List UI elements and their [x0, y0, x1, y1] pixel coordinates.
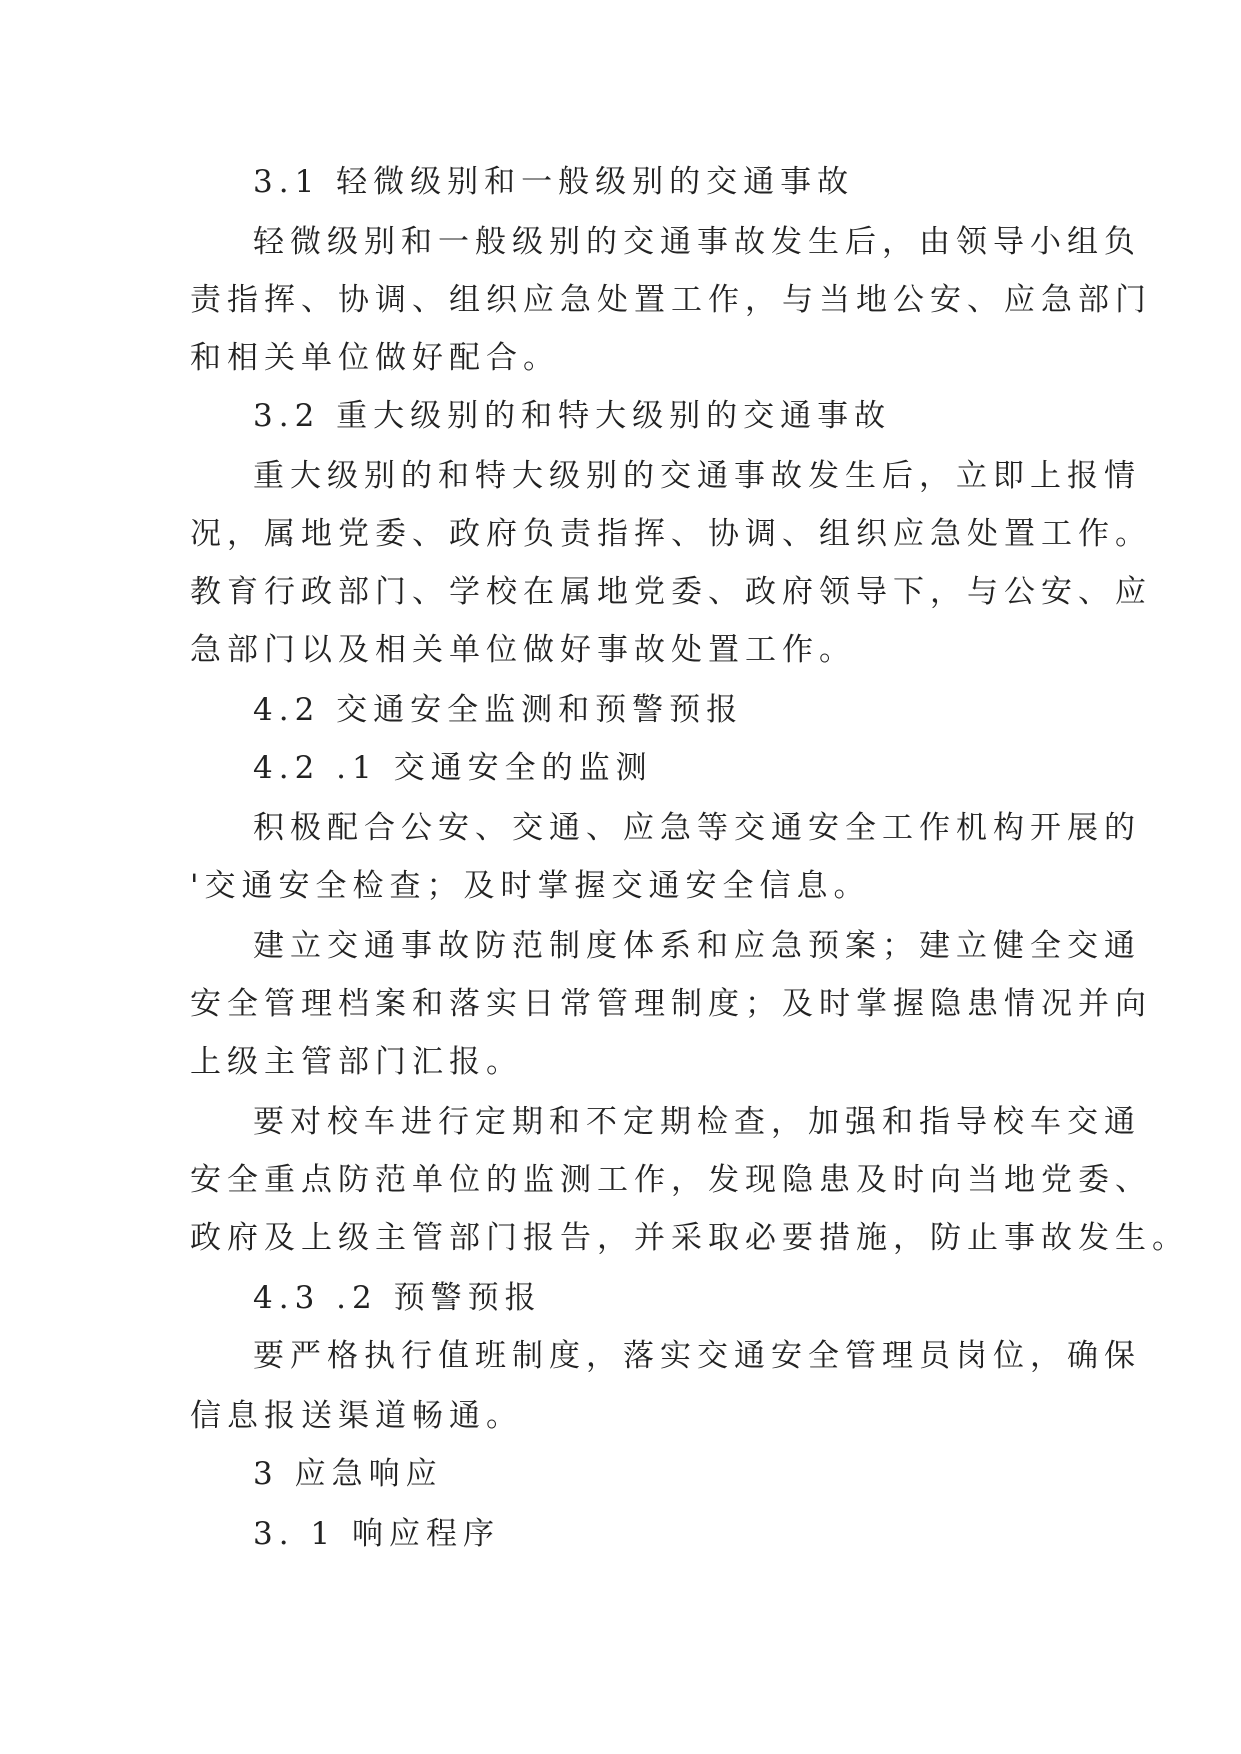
paragraph-line: 况，属地党委、政府负责指挥、协调、组织应急处置工作。	[190, 516, 1152, 552]
paragraph-line: 积极配合公安、交通、应急等交通安全工作机构开展的	[253, 810, 1141, 846]
heading-4-2: 4.2 交通安全监测和预警预报	[253, 692, 744, 728]
paragraph-line: 上级主管部门汇报。	[190, 1044, 523, 1080]
heading-3-1: 3.1 轻微级别和一般级别的交通事故	[253, 164, 855, 200]
paragraph-line: 要对校车进行定期和不定期检查，加强和指导校车交通	[253, 1104, 1141, 1140]
paragraph-line: 安全管理档案和落实日常管理制度；及时掌握隐患情况并向	[190, 986, 1152, 1022]
paragraph-line: 教育行政部门、学校在属地党委、政府领导下，与公安、应	[190, 574, 1152, 610]
paragraph-line: 信息报送渠道畅通。	[190, 1398, 523, 1434]
heading-4-2-1: 4.2 .1 交通安全的监测	[253, 750, 653, 786]
paragraph-line: 政府及上级主管部门报告，并采取必要措施，防止事故发生。	[190, 1220, 1189, 1256]
heading-3: 3 应急响应	[253, 1456, 443, 1492]
paragraph-line: 责指挥、协调、组织应急处置工作，与当地公安、应急部门	[190, 282, 1152, 318]
paragraph-line: 重大级别的和特大级别的交通事故发生后，立即上报情	[253, 458, 1141, 494]
heading-4-3-2: 4.3 .2 预警预报	[253, 1280, 542, 1316]
paragraph-line: 要严格执行值班制度，落实交通安全管理员岗位，确保	[253, 1338, 1141, 1374]
paragraph-line: 安全重点防范单位的监测工作，发现隐患及时向当地党委、	[190, 1162, 1152, 1198]
paragraph-line: 急部门以及相关单位做好事故处置工作。	[190, 632, 856, 668]
heading-3-2: 3.2 重大级别的和特大级别的交通事故	[253, 398, 892, 434]
heading-3-1-response: 3. 1 响应程序	[253, 1516, 501, 1552]
paragraph-line: '交通安全检查；及时掌握交通安全信息。	[190, 868, 871, 904]
paragraph-line: 和相关单位做好配合。	[190, 340, 560, 376]
paragraph-line: 建立交通事故防范制度体系和应急预案；建立健全交通	[253, 928, 1141, 964]
paragraph-line: 轻微级别和一般级别的交通事故发生后，由领导小组负	[253, 224, 1141, 260]
